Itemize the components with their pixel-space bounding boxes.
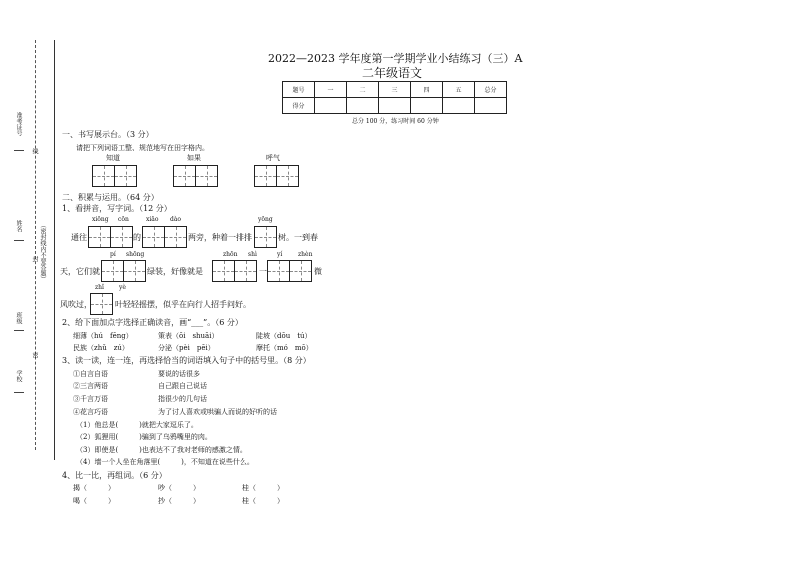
meaning-item[interactable]: 要说的话很多 — [158, 370, 200, 378]
pinyin: xiāo — [146, 216, 159, 223]
q1-text: 风吹过， — [60, 300, 92, 309]
section1-instruction: 请把下列词语工整、规范地写在田字格内。 — [76, 144, 209, 152]
score-input-cell[interactable] — [411, 98, 443, 114]
q2-item: 民族（zhǔ zú） — [73, 344, 129, 352]
score-input-cell[interactable] — [315, 98, 347, 114]
meaning-item[interactable]: 指很少的几句话 — [158, 395, 207, 403]
q1-text: 一 — [259, 267, 267, 276]
q3-sentence: （1）他总是( )就把大家逗乐了。 — [76, 421, 198, 429]
q1-text: 绿装，好像就是 — [147, 267, 203, 276]
label-school: 学校 — [15, 370, 22, 382]
q1-heading: 1、看拼音，写字词。（12 分） — [62, 204, 172, 213]
pinyin: shì — [248, 251, 257, 258]
pinyin: cōn — [118, 216, 129, 223]
pinyin: xiōng — [92, 216, 109, 223]
idiom-item[interactable]: ②三言两语 — [73, 382, 108, 390]
compare-item[interactable]: 桂（ ） — [242, 497, 284, 505]
word-label: 呼气 — [266, 154, 280, 162]
compare-item[interactable]: 喝（ ） — [73, 497, 115, 505]
compare-item[interactable]: 桂（ ） — [242, 484, 284, 492]
score-input-cell[interactable] — [475, 98, 507, 114]
label-exam-no: 准考证号 — [15, 112, 22, 136]
score-cell: 得分 — [283, 98, 315, 114]
q1-text: 的 — [133, 233, 141, 242]
pinyin: zhèn — [298, 251, 313, 258]
word-label: 如果 — [187, 154, 201, 162]
score-cell: 三 — [379, 82, 411, 98]
label-class: 班级 — [15, 312, 22, 324]
score-cell: 一 — [315, 82, 347, 98]
idiom-item[interactable]: ③千言万语 — [73, 395, 108, 403]
idiom-item[interactable]: ④花言巧语 — [73, 408, 108, 416]
score-table-header-row — [283, 82, 507, 98]
label-seal: 封 — [31, 256, 38, 262]
q3-heading: 3、读一读，连一连，再选择恰当的词语填入句子中的括号里。（8 分） — [62, 356, 311, 365]
q2-item: 陡坡（dōu tú） — [256, 332, 312, 340]
score-table-score-row — [283, 98, 507, 114]
label-dense: 密 — [31, 352, 38, 358]
section1-heading: 一、书写展示台。（3 分） — [62, 130, 154, 139]
writing-grid[interactable] — [92, 165, 137, 187]
writing-grid[interactable] — [267, 260, 312, 282]
exam-subtitle: 二年级语文 — [362, 66, 423, 80]
meaning-item[interactable]: 自己跟自己说话 — [158, 382, 207, 390]
binding-line-inner — [35, 40, 36, 450]
writing-grid[interactable] — [90, 293, 113, 315]
compare-item[interactable]: 抄（ ） — [158, 497, 200, 505]
exam-info: 总分 100 分，练习时间 60 分钟 — [352, 118, 439, 125]
q1-text: 树。一到春 — [278, 233, 318, 242]
q3-sentence: （3）即使是( )也表达不了我对老师的感激之情。 — [76, 446, 247, 454]
score-cell: 四 — [411, 82, 443, 98]
q2-item: 摩托（mó mō） — [256, 344, 313, 352]
school-underline — [14, 392, 24, 393]
q2-item: 细薄（hú fēng） — [73, 332, 133, 340]
q1-text: 叶轻轻摇摆，似乎在向行人招手问好。 — [115, 300, 251, 309]
q1-text: 通往 — [71, 233, 87, 242]
score-input-cell[interactable] — [379, 98, 411, 114]
binding-line-outer — [54, 40, 55, 460]
pinyin: yí — [277, 251, 283, 258]
q1-text: 微 — [314, 267, 322, 276]
score-cell: 总分 — [475, 82, 507, 98]
score-table — [282, 81, 507, 114]
label-line: 线 — [31, 148, 38, 154]
q3-sentence: （2）狐狸用( )骗到了乌鸦嘴里的肉。 — [76, 433, 212, 441]
compare-item[interactable]: 吵（ ） — [158, 484, 200, 492]
label-name: 姓名 — [15, 220, 22, 232]
q2-heading: 2、给下面加点字选择正确读音，画“___”。（6 分） — [62, 318, 243, 327]
pinyin: yōng — [258, 216, 273, 223]
q2-item: 分泌（pèi pēi） — [158, 344, 215, 352]
name-underline — [14, 240, 24, 241]
exam-title: 2022—2023 学年度第一学期学业小结练习（三）A — [268, 52, 523, 65]
score-input-cell[interactable] — [443, 98, 475, 114]
pinyin: shōng — [126, 251, 145, 258]
pinyin: yè — [119, 284, 126, 291]
q2-item: 策表（ōi shuāi） — [158, 332, 219, 340]
class-underline — [14, 330, 24, 331]
pinyin: zhōn — [223, 251, 238, 258]
q3-sentence: （4）墙一个人坐在角落里( )，不知道在说些什么。 — [76, 458, 254, 466]
writing-grid[interactable] — [101, 260, 146, 282]
writing-grid[interactable] — [254, 165, 299, 187]
word-label: 知道 — [106, 154, 120, 162]
pinyin: pí — [110, 251, 116, 258]
writing-grid[interactable] — [254, 226, 277, 248]
writing-grid[interactable] — [142, 226, 187, 248]
score-cell: 题号 — [283, 82, 315, 98]
score-cell: 五 — [443, 82, 475, 98]
label-note: （密封线内不要答题） — [39, 222, 46, 282]
q1-text: 天，它们就 — [60, 267, 100, 276]
writing-grid[interactable] — [173, 165, 218, 187]
section4-heading: 4、比一比，再组词。（6 分） — [62, 471, 167, 480]
q1-text: 两旁，种着一排排 — [188, 233, 252, 242]
score-input-cell[interactable] — [347, 98, 379, 114]
writing-grid[interactable] — [212, 260, 257, 282]
score-cell: 二 — [347, 82, 379, 98]
meaning-item[interactable]: 为了讨人喜欢或哄骗人而说的好听的话 — [158, 408, 277, 416]
writing-grid[interactable] — [88, 226, 133, 248]
pinyin: dào — [170, 216, 182, 223]
pinyin: zhǐ — [95, 284, 104, 291]
compare-item[interactable]: 揭（ ） — [73, 484, 115, 492]
idiom-item[interactable]: ①自言自语 — [73, 370, 108, 378]
exam-no-underline — [14, 150, 24, 151]
section2-heading: 二、积累与运用。（64 分） — [62, 193, 159, 202]
